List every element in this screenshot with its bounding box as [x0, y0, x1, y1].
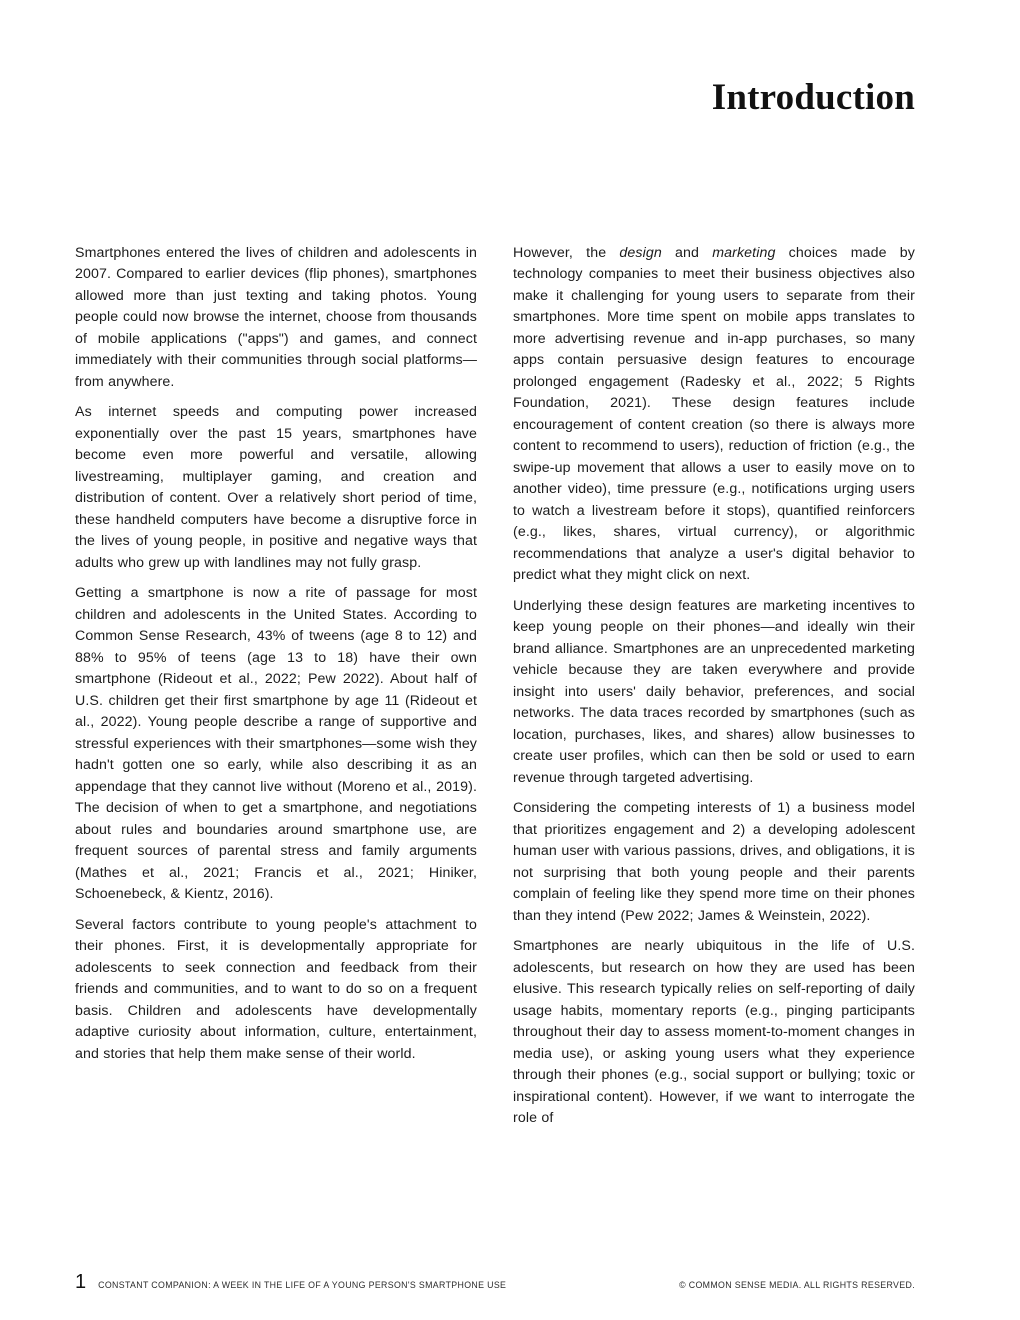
footer-left [75, 1271, 506, 1294]
text-segment: choices made by technology companies to meet their business objectives also make it challenging for young users to separate from their smartphones. More time spent on mobile apps translates to more advertising revenue and in-app purchases, so many apps contain persuasive design features to encourage prolonged engagement (Radesky et al., 2022; 5 Rights Foundation, 2021). These design features include encouragement of content creation (so there is always more content to recommend to users), reduction of friction (e.g., the swipe-up movement that allows a user to easily move on to another video), time pressure (e.g., notifications urging users to watch a livestream before it stops), quantified reinforcers (e.g., likes, shares, virtual currency), or algorithmic recommendations that analyze a user's digital behavior to predict what they might click on next. [513, 244, 915, 584]
paragraph [75, 243, 477, 394]
text-segment: However, the [513, 244, 620, 261]
left-column [75, 243, 477, 1139]
page-title: Introduction [711, 77, 915, 118]
body-columns [75, 243, 915, 1139]
paragraph [75, 583, 477, 906]
paragraph [513, 798, 915, 927]
page-footer [75, 1271, 915, 1294]
text-segment: Getting a smartphone is now a rite of passage for most children and adolescents in the United States. According to Common Sense Research, 43% of tweens (age 8 to 12) and 88% to 95% of teens (age 13 to 18) have their own smartphone (Rideout et al., 2022; Pew 2022). About half of U.S. children get their first smartphone by age 11 (Rideout et al., 2022). Young people describe a range of supportive and stressful experiences with their smartphones—some wish they hadn't gotten one so early, while also describing it as an appendage that they cannot live without (Moreno et al., 2019). The decision of when to get a smartphone, and negotiations about rules and boundaries around smartphone use, are frequent sources of parental stress and family arguments (Mathes et al., 2021; Francis et al., 2021; Hiniker, Schoenebeck, & Kientz, 2016). [75, 585, 477, 903]
italic-text: design [619, 244, 662, 261]
right-column [513, 243, 915, 1139]
paragraph [75, 915, 477, 1066]
text-segment: Underlying these design features are marketing incentives to keep young people on their phones—and ideally win their brand alliance. Smartphones are an unprecedented marketing vehicle because they are taken everywhere and provide insight into users' daily behavior, preferences, and social networks. The data traces recorded by smartphones (such as location, purchases, likes, and shares) allow businesses to create user profiles, which can then be sold or used to earn revenue through targeted advertising. [513, 597, 915, 786]
paragraph [513, 243, 915, 587]
paragraph [75, 402, 477, 574]
paragraph [513, 596, 915, 790]
text-segment: Considering the competing interests of 1) a business model that prioritizes engagement and 2) a developing adolescent human user with various passions, drives, and obligations, it is not surprising that both young people and their parents complain of feeling like they spend more time on their phones than they intend (Pew 2022; James & Weinstein, 2022). [513, 800, 915, 924]
paragraph [513, 936, 915, 1130]
text-segment: Several factors contribute to young people's attachment to their phones. First, it is developmentally appropriate for adolescents to seek connection and feedback from their friends and communities, and to want to do so on a frequent basis. Children and adolescents have developmentally adaptive curiosity about information, culture, entertainment, and stories that help them make sense of their world. [75, 916, 477, 1062]
footer-report-title: CONSTANT COMPANION: A WEEK IN THE LIFE OF A YOUNG PERSON'S SMARTPHONE USE [98, 1280, 507, 1290]
italic-text: marketing [712, 244, 776, 261]
text-segment: and [661, 244, 713, 261]
text-segment: Smartphones entered the lives of children and adolescents in 2007. Compared to earlier devices (flip phones), smartphones allowed more than just texting and taking photos. Young people could now browse the internet, choose from thousands of mobile applications ("apps") and games, and connect immediately with their communities through social platforms—from anywhere. [75, 244, 477, 390]
text-segment: As internet speeds and computing power increased exponentially over the past 15 years, smartphones have become even more powerful and versatile, allowing livestreaming, multiplayer gaming, and creation and distribution of content. Over a relatively short period of time, these handheld computers have become a disruptive force in the lives of young people, in positive and negative ways that adults who grew up with landlines may not fully grasp. [75, 404, 477, 571]
footer-copyright: © COMMON SENSE MEDIA. ALL RIGHTS RESERVED. [679, 1280, 915, 1290]
text-segment: Smartphones are nearly ubiquitous in the life of U.S. adolescents, but research on how they are used has been elusive. This research typically relies on self-reporting of daily usage habits, momentary reports (e.g., pinging participants throughout their day to assess moment-to-moment changes in media use), or asking young users what they experience through their phones (e.g., social support or bullying; toxic or inspirational content). However, if we want to interrogate the role of [513, 938, 915, 1127]
page-number: 1 [75, 1271, 87, 1293]
